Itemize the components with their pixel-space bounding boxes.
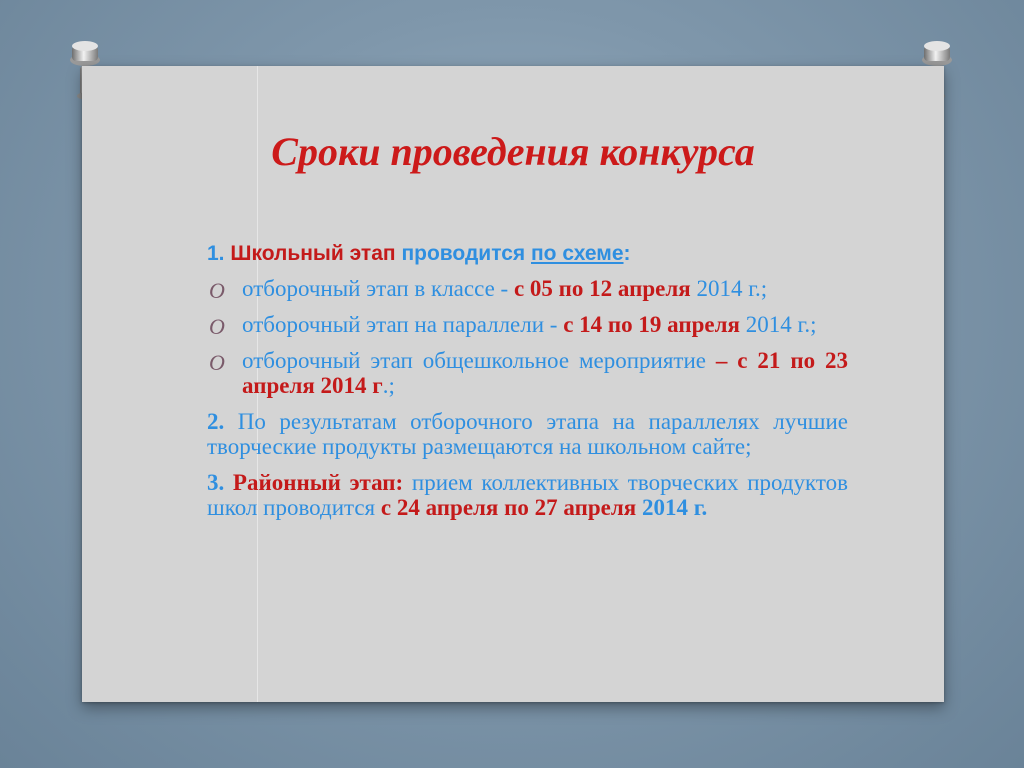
bullet-dates: с 14 по 19 апреля (563, 312, 740, 337)
slide-content (207, 241, 848, 531)
bullet-marker-icon: O (209, 278, 225, 303)
item-2-text: По результатам отборочного этапа на параллелях лучшие творческие продукты размещаются на школьном сайте; (207, 409, 848, 459)
stage-1-verb: проводится (401, 242, 526, 265)
bullet-dates: – с 21 по 23 апреля 2014 г (242, 348, 848, 398)
bullet-marker-icon: O (209, 350, 225, 375)
item-2-paragraph (207, 409, 848, 459)
item-3-text: прием коллективных творческих продуктов школ проводится (207, 470, 849, 520)
bullet-dates: с 05 по 12 апреля (513, 276, 691, 301)
stage-1-number: 1. (207, 242, 225, 265)
bullet-text: отборочный этап на параллели - (242, 312, 564, 337)
item-3-stage: Районный этап: (232, 470, 404, 495)
bullet-tail: 2014 г.; (690, 276, 768, 301)
slide-title: Сроки проведения конкурса (271, 129, 755, 174)
bullet-parallel-stage (207, 312, 848, 337)
item-3-paragraph (207, 470, 848, 520)
item-3-dates: с 24 апреля по 27 апреля (380, 495, 637, 520)
item-3-number: 3. (207, 470, 225, 495)
bullet-marker-icon: O (209, 314, 225, 339)
bullet-tail: .; (382, 373, 395, 398)
item-2-number: 2. (207, 409, 225, 434)
bullet-text: отборочный этап в классе - (242, 276, 514, 301)
stage-1-label: Школьный этап (230, 242, 396, 265)
stage-1-colon: : (623, 242, 631, 265)
item-3-tail: 2014 г. (636, 495, 708, 520)
stage-1-scheme: по схеме (530, 242, 624, 265)
bullet-text: отборочный этап общешкольное мероприятие (242, 348, 716, 373)
bullet-school-event-stage (207, 348, 848, 398)
stage-1-heading (207, 241, 848, 266)
bullet-class-stage (207, 276, 848, 301)
bullet-tail: 2014 г.; (739, 312, 817, 337)
